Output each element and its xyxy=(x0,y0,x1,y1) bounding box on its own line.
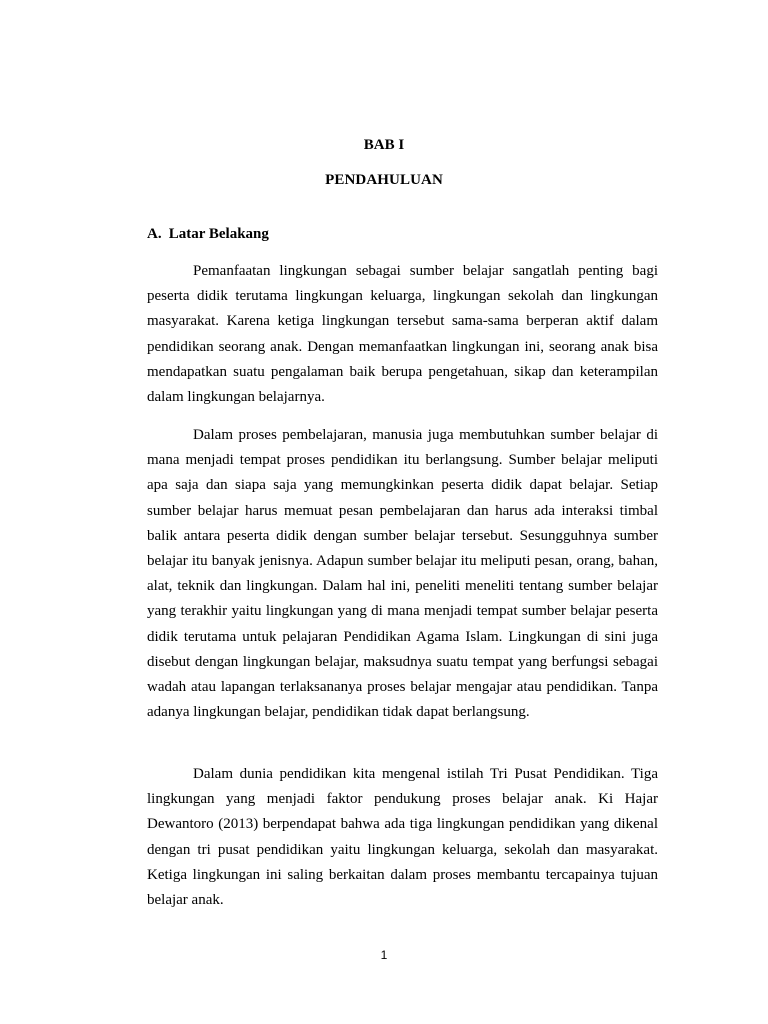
page-number: 1 xyxy=(380,948,388,962)
section-number: A. xyxy=(147,226,162,242)
section-title: Latar Belakang xyxy=(168,226,269,242)
chapter-number: BAB I xyxy=(363,137,405,153)
paragraph: Pemanfaatan lingkungan sebagai sumber belajar sangatlah penting bagi peserta didik terutama lingkungan keluarga, lingkungan sekolah dan lingkungan masyarakat. Karena ketiga lingkungan tersebut sama-sama berperan aktif dalam pendidikan seorang anak. Dengan memanfaatkan lingkungan ini, seorang anak bisa mendapatkan suatu pengalaman baik berupa pengetahuan, sikap dan keterampilan dalam lingkungan belajarnya. xyxy=(147,263,658,406)
paragraph: Dalam dunia pendidikan kita mengenal istilah Tri Pusat Pendidikan. Tiga lingkungan yang menjadi faktor pendukung proses belajar anak. Ki Hajar Dewantoro (2013) berpendapat bahwa ada tiga lingkungan pendidikan yang dikenal dengan tri pusat pendidikan yaitu lingkungan keluarga, sekolah dan masyarakat. Ketiga lingkungan ini saling berkaitan dalam proses membantu tercapainya tujuan belajar anak. xyxy=(147,766,658,909)
section-heading xyxy=(147,226,269,243)
paragraph: Dalam proses pembelajaran, manusia juga membutuhkan sumber belajar di mana menjadi tempat proses pendidikan itu berlangsung. Sumber belajar meliputi apa saja dan siapa saja yang memungkinkan peserta didik dapat belajar. Setiap sumber belajar harus memuat pesan pembelajaran dan harus ada interaksi timbal balik antara peserta didik dengan sumber belajar tersebut. Sesungguhnya sumber belajar itu banyak jenisnya. Adapun sumber belajar itu meliputi pesan, orang, bahan, alat, teknik dan lingkungan. Dalam hal ini, peneliti meneliti tentang sumber belajar yang terakhir yaitu lingkungan yang di mana menjadi tempat sumber belajar peserta didik terutama untuk pelajaran Pendidikan Agama Islam. Lingkungan di sini juga disebut dengan lingkungan belajar, maksudnya suatu tempat yang berfungsi sebagai wadah atau lapangan terlaksananya proses belajar mengajar atau pendidikan. Tanpa adanya lingkungan belajar, pendidikan tidak dapat berlangsung. xyxy=(147,427,658,721)
chapter-title: PENDAHULUAN xyxy=(325,172,443,188)
